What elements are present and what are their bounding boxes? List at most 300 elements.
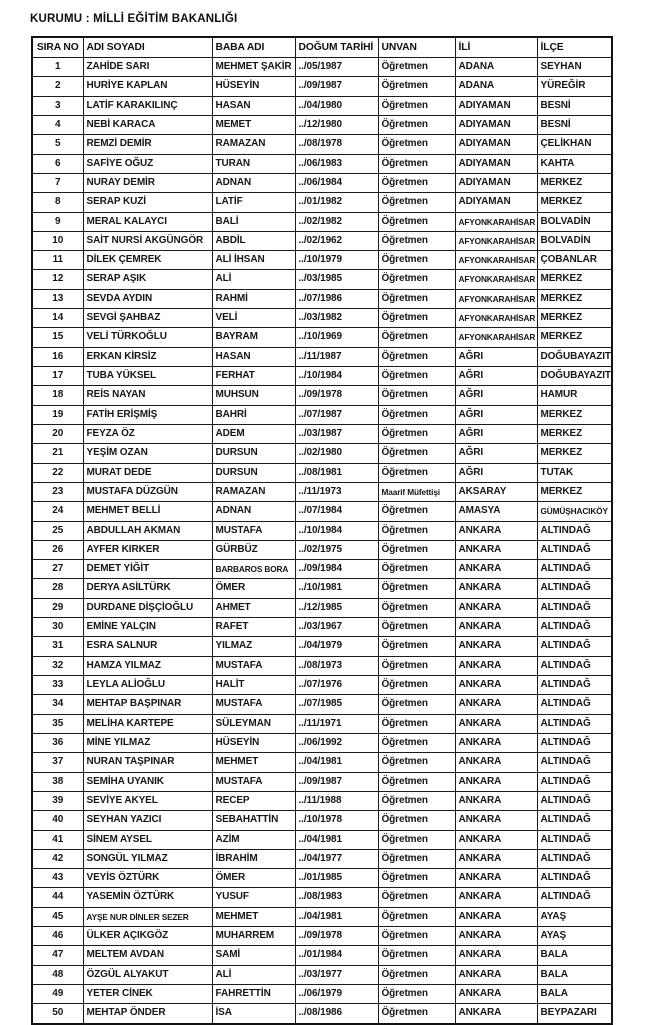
table-cell: LEYLA ALİOĞLU <box>83 676 212 695</box>
table-row <box>32 656 612 675</box>
table-cell: ../09/1978 <box>295 386 378 405</box>
table-cell: MUSTAFA <box>212 772 295 791</box>
table-cell: 47 <box>32 946 83 965</box>
document-title: KURUMU : MİLLİ EĞİTİM BAKANLIĞI <box>30 13 238 25</box>
table-cell: AMASYA <box>455 502 537 521</box>
table-row <box>32 830 612 849</box>
table-cell: ../09/1978 <box>295 927 378 946</box>
table-cell: ANKARA <box>455 1004 537 1024</box>
table-cell: Öğretmen <box>378 598 455 617</box>
table-cell: MEHTAP BAŞPINAR <box>83 695 212 714</box>
table-cell: ANKARA <box>455 907 537 926</box>
table-cell: ADIYAMAN <box>455 96 537 115</box>
table-cell: ANKARA <box>455 637 537 656</box>
table-cell: Öğretmen <box>378 231 455 250</box>
table-cell: HÜSEYİN <box>212 77 295 96</box>
table-row <box>32 289 612 308</box>
table-row <box>32 482 612 501</box>
table-cell: FEYZA ÖZ <box>83 424 212 443</box>
table-cell: MERAL KALAYCI <box>83 212 212 231</box>
table-cell: Öğretmen <box>378 869 455 888</box>
table-cell: ANKARA <box>455 733 537 752</box>
table-cell: Öğretmen <box>378 888 455 907</box>
table-cell: 50 <box>32 1004 83 1024</box>
table-cell: NEBİ KARACA <box>83 115 212 134</box>
table-cell: LATİF <box>212 193 295 212</box>
table-cell: 33 <box>32 676 83 695</box>
table-cell: ALİ İHSAN <box>212 251 295 270</box>
table-cell: DOĞUBAYAZIT <box>537 367 612 386</box>
table-cell: TUBA YÜKSEL <box>83 367 212 386</box>
table-cell: REMZİ DEMİR <box>83 135 212 154</box>
table-cell: 41 <box>32 830 83 849</box>
table-cell: Öğretmen <box>378 772 455 791</box>
table-cell: MEHMET <box>212 753 295 772</box>
table-cell: NURAY DEMİR <box>83 173 212 192</box>
table-cell: HALİT <box>212 676 295 695</box>
table-cell: DERYA ASİLTÜRK <box>83 579 212 598</box>
table-cell: AYAŞ <box>537 907 612 926</box>
table-cell: ../09/1987 <box>295 77 378 96</box>
table-row <box>32 270 612 289</box>
table-cell: MUSTAFA DÜZGÜN <box>83 482 212 501</box>
table-cell: ÇELİKHAN <box>537 135 612 154</box>
table-cell: SEVİYE AKYEL <box>83 791 212 810</box>
table-cell: Öğretmen <box>378 637 455 656</box>
table-cell: Öğretmen <box>378 96 455 115</box>
table-cell: MİNE YILMAZ <box>83 733 212 752</box>
table-cell: Öğretmen <box>378 212 455 231</box>
table-cell: MERKEZ <box>537 289 612 308</box>
table-row <box>32 811 612 830</box>
table-cell: AYFER KIRKER <box>83 540 212 559</box>
table-cell: Öğretmen <box>378 367 455 386</box>
table-cell: MEHMET ŞAKİR <box>212 58 295 77</box>
table-cell: ../11/1973 <box>295 482 378 501</box>
table-cell: ALTINDAĞ <box>537 521 612 540</box>
table-cell: ADANA <box>455 58 537 77</box>
table-cell: 36 <box>32 733 83 752</box>
table-cell: AĞRI <box>455 367 537 386</box>
table-row <box>32 77 612 96</box>
table-cell: Öğretmen <box>378 656 455 675</box>
table-cell: YILMAZ <box>212 637 295 656</box>
table-cell: Öğretmen <box>378 830 455 849</box>
table-row <box>32 386 612 405</box>
table-cell: ANKARA <box>455 849 537 868</box>
table-cell: YASEMİN ÖZTÜRK <box>83 888 212 907</box>
table-cell: ../10/1981 <box>295 579 378 598</box>
table-cell: SERAP KUZİ <box>83 193 212 212</box>
table-cell: AZİM <box>212 830 295 849</box>
table-cell: ../01/1984 <box>295 946 378 965</box>
table-cell: Öğretmen <box>378 521 455 540</box>
table-cell: MEHMET <box>212 907 295 926</box>
table-row <box>32 502 612 521</box>
table-cell: 28 <box>32 579 83 598</box>
table-cell: ../02/1975 <box>295 540 378 559</box>
table-row <box>32 714 612 733</box>
table-cell: FATİH ERİŞMİŞ <box>83 405 212 424</box>
table-cell: ANKARA <box>455 560 537 579</box>
table-cell: ../04/1979 <box>295 637 378 656</box>
personnel-table <box>31 36 613 1025</box>
table-cell: Öğretmen <box>378 405 455 424</box>
table-cell: ../01/1982 <box>295 193 378 212</box>
table-cell: 8 <box>32 193 83 212</box>
table-cell: Öğretmen <box>378 714 455 733</box>
table-cell: YÜREĞİR <box>537 77 612 96</box>
table-cell: BALİ <box>212 212 295 231</box>
table-cell: 22 <box>32 463 83 482</box>
table-row <box>32 637 612 656</box>
table-cell: ALTINDAĞ <box>537 618 612 637</box>
table-cell: ESRA SALNUR <box>83 637 212 656</box>
table-cell: ALTINDAĞ <box>537 656 612 675</box>
table-cell: ANKARA <box>455 540 537 559</box>
table-cell: ZAHİDE SARI <box>83 58 212 77</box>
table-cell: Öğretmen <box>378 965 455 984</box>
table-cell: ../07/1976 <box>295 676 378 695</box>
table-cell: ../11/1971 <box>295 714 378 733</box>
table-cell: AYAŞ <box>537 927 612 946</box>
table-cell: BOLVADİN <box>537 231 612 250</box>
table-cell: ../11/1988 <box>295 791 378 810</box>
table-cell: ../11/1987 <box>295 347 378 366</box>
table-cell: 21 <box>32 444 83 463</box>
table-cell: Öğretmen <box>378 1004 455 1024</box>
table-cell: Öğretmen <box>378 502 455 521</box>
table-cell: ../09/1987 <box>295 772 378 791</box>
table-cell: ../03/1977 <box>295 965 378 984</box>
table-cell: Öğretmen <box>378 251 455 270</box>
table-cell: Öğretmen <box>378 444 455 463</box>
table-cell: MERKEZ <box>537 309 612 328</box>
table-cell: RAMAZAN <box>212 482 295 501</box>
table-cell: ../03/1987 <box>295 424 378 443</box>
table-cell: ANKARA <box>455 753 537 772</box>
table-cell: AĞRI <box>455 347 537 366</box>
table-cell: ALTINDAĞ <box>537 637 612 656</box>
table-row <box>32 888 612 907</box>
table-cell: BOLVADİN <box>537 212 612 231</box>
table-cell: SEBAHATTİN <box>212 811 295 830</box>
table-cell: ../02/1962 <box>295 231 378 250</box>
table-cell: ../10/1969 <box>295 328 378 347</box>
table-cell: ../08/1983 <box>295 888 378 907</box>
table-row <box>32 115 612 134</box>
table-cell: SONGÜL YILMAZ <box>83 849 212 868</box>
table-row <box>32 135 612 154</box>
table-cell: FAHRETTİN <box>212 985 295 1004</box>
table-cell: ADNAN <box>212 502 295 521</box>
table-cell: ANKARA <box>455 791 537 810</box>
table-cell: ALTINDAĞ <box>537 714 612 733</box>
table-cell: ADANA <box>455 77 537 96</box>
table-cell: 11 <box>32 251 83 270</box>
table-cell: SEVDA AYDIN <box>83 289 212 308</box>
table-cell: MURAT DEDE <box>83 463 212 482</box>
table-cell: MEMET <box>212 115 295 134</box>
table-cell: SAFİYE OĞUZ <box>83 154 212 173</box>
table-cell: Öğretmen <box>378 58 455 77</box>
table-cell: 4 <box>32 115 83 134</box>
column-header: SIRA NO <box>32 37 83 58</box>
table-cell: Öğretmen <box>378 463 455 482</box>
table-cell: 1 <box>32 58 83 77</box>
table-cell: AFYONKARAHİSAR <box>455 328 537 347</box>
table-cell: GÜMÜŞHACIKÖY <box>537 502 612 521</box>
table-cell: 3 <box>32 96 83 115</box>
table-row <box>32 579 612 598</box>
table-row <box>32 849 612 868</box>
column-header: UNVAN <box>378 37 455 58</box>
table-cell: ANKARA <box>455 869 537 888</box>
table-cell: ../04/1981 <box>295 907 378 926</box>
table-cell: ANKARA <box>455 656 537 675</box>
table-cell: ADIYAMAN <box>455 154 537 173</box>
table-cell: 19 <box>32 405 83 424</box>
table-cell: 12 <box>32 270 83 289</box>
table-cell: LATİF KARAKILINÇ <box>83 96 212 115</box>
column-header: DOĞUM TARİHİ <box>295 37 378 58</box>
table-cell: 37 <box>32 753 83 772</box>
table-cell: ALTINDAĞ <box>537 733 612 752</box>
table-cell: ANKARA <box>455 811 537 830</box>
table-cell: Öğretmen <box>378 753 455 772</box>
table-cell: MERKEZ <box>537 328 612 347</box>
table-cell: Öğretmen <box>378 173 455 192</box>
table-cell: ../09/1984 <box>295 560 378 579</box>
table-cell: 20 <box>32 424 83 443</box>
table-cell: ALTINDAĞ <box>537 676 612 695</box>
table-cell: ALTINDAĞ <box>537 579 612 598</box>
table-cell: 39 <box>32 791 83 810</box>
table-cell: HAMUR <box>537 386 612 405</box>
table-cell: DURSUN <box>212 463 295 482</box>
table-cell: 15 <box>32 328 83 347</box>
table-cell: 32 <box>32 656 83 675</box>
table-cell: ../08/1973 <box>295 656 378 675</box>
table-row <box>32 695 612 714</box>
table-cell: AFYONKARAHİSAR <box>455 212 537 231</box>
table-cell: Öğretmen <box>378 154 455 173</box>
table-cell: Öğretmen <box>378 424 455 443</box>
table-row <box>32 193 612 212</box>
table-cell: SEYHAN YAZICI <box>83 811 212 830</box>
table-cell: ANKARA <box>455 579 537 598</box>
table-cell: ALTINDAĞ <box>537 560 612 579</box>
table-cell: RAMAZAN <box>212 135 295 154</box>
table-cell: VELİ TÜRKOĞLU <box>83 328 212 347</box>
table-cell: AFYONKARAHİSAR <box>455 231 537 250</box>
table-cell: RECEP <box>212 791 295 810</box>
table-cell: 26 <box>32 540 83 559</box>
table-cell: MERKEZ <box>537 193 612 212</box>
table-cell: 45 <box>32 907 83 926</box>
table-row <box>32 676 612 695</box>
table-row <box>32 444 612 463</box>
table-cell: MEHMET BELLİ <box>83 502 212 521</box>
table-cell: KAHTA <box>537 154 612 173</box>
table-cell: BALA <box>537 946 612 965</box>
table-cell: AĞRI <box>455 405 537 424</box>
table-cell: ERKAN KİRSİZ <box>83 347 212 366</box>
table-cell: SAİT NURSİ AKGÜNGÖR <box>83 231 212 250</box>
table-cell: MERKEZ <box>537 173 612 192</box>
table-cell: ALTINDAĞ <box>537 811 612 830</box>
table-cell: SİNEM AYSEL <box>83 830 212 849</box>
table-row <box>32 154 612 173</box>
table-cell: SEYHAN <box>537 58 612 77</box>
table-cell: HASAN <box>212 347 295 366</box>
table-cell: ../10/1984 <box>295 367 378 386</box>
table-cell: Öğretmen <box>378 907 455 926</box>
table-cell: HÜSEYİN <box>212 733 295 752</box>
table-cell: İSA <box>212 1004 295 1024</box>
table-cell: Öğretmen <box>378 849 455 868</box>
table-cell: MUHARREM <box>212 927 295 946</box>
table-row <box>32 946 612 965</box>
table-cell: MERKEZ <box>537 444 612 463</box>
table-cell: SEMİHA UYANIK <box>83 772 212 791</box>
table-cell: Öğretmen <box>378 811 455 830</box>
table-cell: MELTEM AVDAN <box>83 946 212 965</box>
table-cell: AFYONKARAHİSAR <box>455 309 537 328</box>
table-cell: ANKARA <box>455 521 537 540</box>
table-cell: MERKEZ <box>537 424 612 443</box>
table-cell: 5 <box>32 135 83 154</box>
table-row <box>32 424 612 443</box>
table-cell: MEHTAP ÖNDER <box>83 1004 212 1024</box>
table-cell: DURSUN <box>212 444 295 463</box>
table-cell: 13 <box>32 289 83 308</box>
table-cell: BARBAROS BORA <box>212 560 295 579</box>
table-cell: NURAN TAŞPINAR <box>83 753 212 772</box>
table-row <box>32 521 612 540</box>
table-cell: DEMET YİĞİT <box>83 560 212 579</box>
table-cell: 40 <box>32 811 83 830</box>
table-cell: ADIYAMAN <box>455 135 537 154</box>
table-cell: ALİ <box>212 965 295 984</box>
table-row <box>32 869 612 888</box>
table-row <box>32 463 612 482</box>
table-cell: ANKARA <box>455 830 537 849</box>
table-cell: 42 <box>32 849 83 868</box>
table-cell: ANKARA <box>455 714 537 733</box>
table-cell: MERKEZ <box>537 405 612 424</box>
table-cell: 49 <box>32 985 83 1004</box>
table-cell: ../07/1985 <box>295 695 378 714</box>
table-cell: SÜLEYMAN <box>212 714 295 733</box>
table-cell: BALA <box>537 985 612 1004</box>
table-cell: BAHRİ <box>212 405 295 424</box>
table-header <box>32 37 612 58</box>
table-cell: 18 <box>32 386 83 405</box>
table-row <box>32 251 612 270</box>
table-cell: İBRAHİM <box>212 849 295 868</box>
table-cell: ÖMER <box>212 869 295 888</box>
table-cell: ../06/1983 <box>295 154 378 173</box>
table-cell: ANKARA <box>455 888 537 907</box>
table-cell: ADEM <box>212 424 295 443</box>
table-cell: ANKARA <box>455 598 537 617</box>
table-cell: VEYİS ÖZTÜRK <box>83 869 212 888</box>
table-cell: ADIYAMAN <box>455 173 537 192</box>
table-cell: RAHMİ <box>212 289 295 308</box>
table-cell: ALTINDAĞ <box>537 830 612 849</box>
table-cell: Öğretmen <box>378 386 455 405</box>
table-cell: ANKARA <box>455 772 537 791</box>
table-cell: 31 <box>32 637 83 656</box>
table-cell: Öğretmen <box>378 115 455 134</box>
table-cell: ÖMER <box>212 579 295 598</box>
table-cell: REİS NAYAN <box>83 386 212 405</box>
table-cell: Öğretmen <box>378 309 455 328</box>
table-cell: ABDİL <box>212 231 295 250</box>
table-cell: ../02/1980 <box>295 444 378 463</box>
table-cell: 14 <box>32 309 83 328</box>
table-cell: AĞRI <box>455 444 537 463</box>
table-row <box>32 753 612 772</box>
table-row <box>32 405 612 424</box>
table-row <box>32 58 612 77</box>
column-header: İLİ <box>455 37 537 58</box>
table-cell: YUSUF <box>212 888 295 907</box>
table-cell: ../10/1984 <box>295 521 378 540</box>
table-row <box>32 367 612 386</box>
table-row <box>32 907 612 926</box>
table-cell: ../07/1984 <box>295 502 378 521</box>
table-row <box>32 173 612 192</box>
column-header: İLÇE <box>537 37 612 58</box>
table-cell: MERKEZ <box>537 482 612 501</box>
table-cell: 24 <box>32 502 83 521</box>
table-cell: ABDULLAH AKMAN <box>83 521 212 540</box>
table-cell: ../12/1980 <box>295 115 378 134</box>
table-cell: 48 <box>32 965 83 984</box>
table-cell: Öğretmen <box>378 347 455 366</box>
table-cell: Maarif Müfettişi <box>378 482 455 501</box>
table-cell: ALTINDAĞ <box>537 598 612 617</box>
table-cell: ÜLKER AÇIKGÖZ <box>83 927 212 946</box>
table-cell: MUSTAFA <box>212 656 295 675</box>
table-cell: ../08/1981 <box>295 463 378 482</box>
table-cell: ../03/1985 <box>295 270 378 289</box>
table-cell: ../04/1977 <box>295 849 378 868</box>
table-cell: ALTINDAĞ <box>537 888 612 907</box>
table-cell: ADNAN <box>212 173 295 192</box>
table-cell: Öğretmen <box>378 695 455 714</box>
table-row <box>32 328 612 347</box>
table-cell: 27 <box>32 560 83 579</box>
table-cell: AYŞE NUR DİNLER SEZER <box>83 907 212 926</box>
table-cell: 46 <box>32 927 83 946</box>
table-row <box>32 231 612 250</box>
table-cell: 43 <box>32 869 83 888</box>
table-cell: MUSTAFA <box>212 521 295 540</box>
table-cell: 44 <box>32 888 83 907</box>
table-cell: GÜRBÜZ <box>212 540 295 559</box>
table-cell: ALİ <box>212 270 295 289</box>
table-body <box>32 58 612 1024</box>
table-cell: AĞRI <box>455 424 537 443</box>
table-cell: MELİHA KARTEPE <box>83 714 212 733</box>
table-cell: TUTAK <box>537 463 612 482</box>
table-cell: Öğretmen <box>378 618 455 637</box>
table-cell: Öğretmen <box>378 328 455 347</box>
table-cell: Öğretmen <box>378 927 455 946</box>
